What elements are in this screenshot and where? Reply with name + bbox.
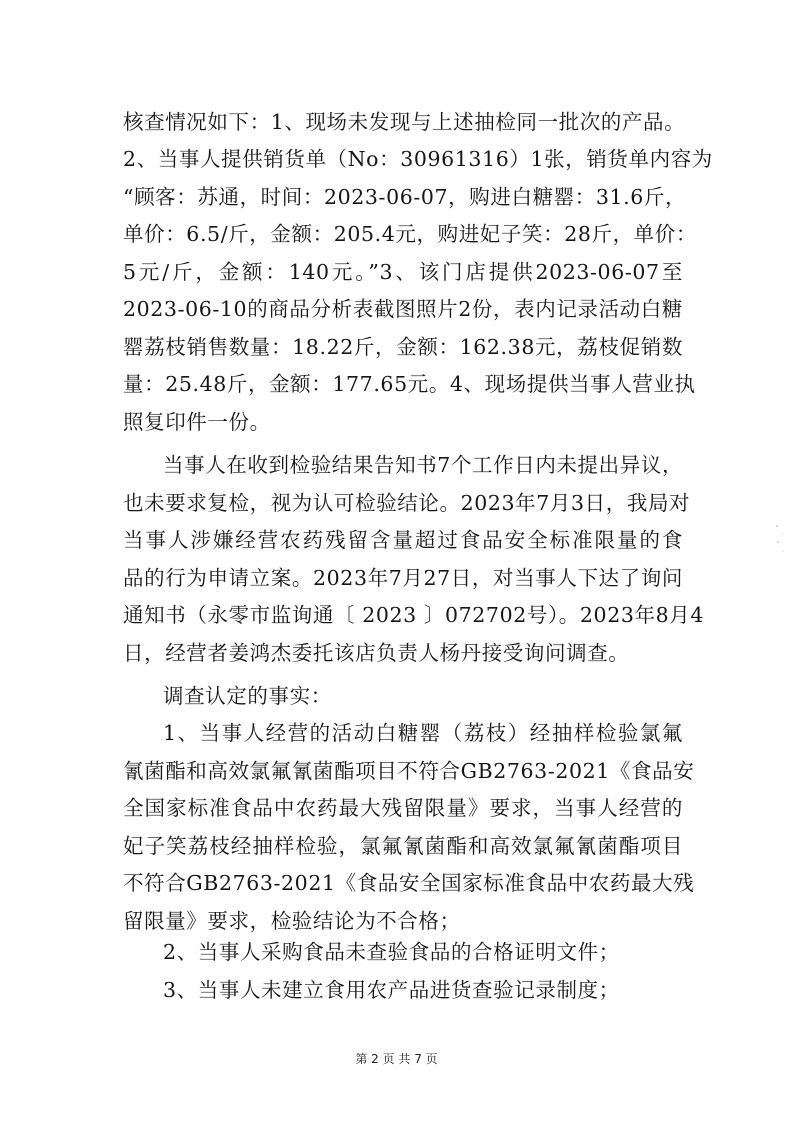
- text-line: 氰菌酯和高效氯氟氰菌酯项目不符合GB2763-2021《食品安: [123, 759, 695, 783]
- text-line: 妃子笑荔枝经抽样检验，氯氟氰菌酯和高效氯氟氰菌酯项目: [123, 834, 683, 858]
- paragraph-first-line: 1、当事人经营的活动白糖罂（荔枝）经抽样检验氯氟: [163, 721, 683, 745]
- text-line: 量：25.48斤，金额：177.65元。4、现场提供当事人营业执: [123, 372, 696, 396]
- text-line: 不符合GB2763-2021《食品安全国家标准食品中农药最大残: [123, 871, 695, 895]
- text-line: 全国家标准食品中农药最大残留限量》要求，当事人经营的: [123, 796, 683, 820]
- text-line: 5元/斤，金额：140元。”3、该门店提供2023-06-07至: [123, 260, 683, 284]
- text-line: 2、当事人提供销货单（No：30961316）1张，销货单内容为: [123, 147, 713, 171]
- text-line: 核查情况如下：1、现场未发现与上述抽检同一批次的产品。: [123, 110, 686, 134]
- paragraph-first-line: 3、当事人未建立食用农产品进货查验记录制度；: [163, 978, 620, 1002]
- scan-mark: [773, 520, 787, 560]
- section-heading: 调查认定的事实：: [163, 684, 332, 708]
- text-line: 单价：6.5/斤，金额：205.4元，购进妃子笑：28斤，单价：: [123, 222, 697, 246]
- text-line: 也未要求复检，视为认可检验结论。2023年7月3日，我局对: [123, 491, 691, 515]
- text-line: 当事人涉嫌经营农药残留含量超过食品安全标准限量的食: [123, 528, 683, 552]
- text-line: 罂荔枝销售数量：18.22斤，金额：162.38元，荔枝促销数: [123, 335, 683, 359]
- page-number: 第 2 页 共 7 页: [355, 1052, 438, 1066]
- text-line: 通知书（永零市监询通〔 2023 〕072702号）。2023年8月4: [123, 603, 704, 627]
- text-line: “顾客：苏通，时间：2023-06-07，购进白糖罂：31.6斤，: [123, 185, 687, 209]
- text-line: 日，经营者姜鸿杰委托该店负责人杨丹接受询问调查。: [123, 641, 630, 665]
- text-line: 2023-06-10的商品分析表截图照片2份，表内记录活动白糖: [123, 297, 683, 321]
- text-line: 品的行为申请立案。2023年7月27日，对当事人下达了询问: [123, 566, 683, 590]
- text-line: 留限量》要求，检验结论为不合格；: [123, 909, 461, 933]
- text-line: 照复印件一份。: [123, 410, 271, 434]
- paragraph-first-line: 当事人在收到检验结果告知书7个工作日内未提出异议，: [163, 453, 684, 477]
- paragraph-first-line: 2、当事人采购食品未查验食品的合格证明文件；: [163, 940, 620, 964]
